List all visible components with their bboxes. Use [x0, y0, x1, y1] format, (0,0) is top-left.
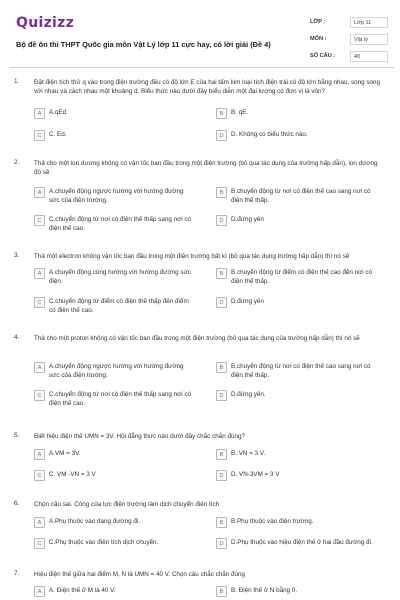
option-a[interactable]: [34, 268, 194, 287]
option-letter-box[interactable]: C: [34, 215, 45, 226]
option-text: B.chuyển động từ điểm có điện thế cao đến nơi có điện thế thấp.: [231, 269, 373, 286]
option-text: B. VN = 3 V.: [231, 450, 266, 457]
question-number: 3.: [14, 252, 20, 259]
option-c[interactable]: [34, 297, 194, 316]
question-text: Hiệu điện thế giữa hai điểm M, N là UMN = 40 V. Chọn câu chắc chắn đúng: [34, 571, 246, 578]
option-b[interactable]: [216, 517, 376, 528]
option-letter-box[interactable]: B: [216, 449, 227, 460]
option-letter-box[interactable]: D: [216, 215, 227, 226]
option-text: D.đứng yên.: [231, 391, 266, 398]
quizizz-logo[interactable]: Quizizz: [16, 15, 75, 31]
option-text: B. qE.: [231, 109, 249, 116]
option-c[interactable]: [34, 390, 194, 409]
option-text: A.qEd.: [49, 109, 68, 116]
option-letter-box[interactable]: C: [34, 130, 45, 141]
option-letter-box[interactable]: D: [216, 470, 227, 481]
option-c[interactable]: [34, 215, 194, 234]
option-letter-box[interactable]: D: [216, 538, 227, 549]
option-c[interactable]: [34, 538, 194, 549]
option-letter-box[interactable]: A: [34, 362, 45, 373]
option-text: D.đứng yên: [231, 216, 264, 223]
option-b[interactable]: [216, 268, 376, 287]
option-text: B.Phụ thuộc vào điện trường.: [231, 518, 314, 525]
worksheet-header: [10, 10, 394, 68]
option-letter-box[interactable]: A: [34, 586, 45, 597]
question-text: Đặt điện tích thử q vào trong điện trường đều có độ lớn E của hai tấm kim loại tích điện trái có độ lớn bằng nhau, song song với nhau và cách nhau một khoảng d. Biểu thức nào dưới đây biểu diễn một đại lượng có đơn vị là vôn?: [34, 79, 381, 96]
option-letter-box[interactable]: A: [34, 108, 45, 119]
option-letter-box[interactable]: C: [34, 538, 45, 549]
meta-row-class: [310, 15, 388, 29]
option-text: D. VN-3VM = 3 V: [231, 471, 280, 478]
question-number: 1.: [14, 78, 20, 85]
option-a[interactable]: [34, 187, 194, 206]
option-text: A.chuyển động ngược hướng với hướng đường sức của điện trường.: [49, 363, 184, 380]
question-number: 4.: [14, 334, 20, 341]
option-text: B.chuyển động từ nơi có điện thế cao sang nơi có điện thế thấp.: [231, 363, 371, 380]
option-a[interactable]: [34, 108, 194, 119]
meta-row-subject: [310, 32, 388, 46]
option-text: C.Phụ thuộc vào điện tích dịch chuyển.: [49, 539, 159, 546]
option-letter-box[interactable]: B: [216, 586, 227, 597]
option-d[interactable]: [216, 470, 376, 481]
option-letter-box[interactable]: D: [216, 297, 227, 308]
option-letter-box[interactable]: B: [216, 362, 227, 373]
option-text: D.đứng yên: [231, 298, 264, 305]
meta-row-count: [310, 49, 388, 63]
meta-value-class: Lớp 11: [350, 17, 388, 28]
question-text: Chọn câu sai. Công của lực điện trường làm dịch chuyển điện tích: [34, 501, 220, 508]
option-letter-box[interactable]: A: [34, 268, 45, 279]
question-text: Thả cho một ion dương không có vận tốc ban đầu trong một điện trường (bỏ qua tác dụng của trường hấp dẫn), ion dương đó sẽ: [34, 160, 378, 177]
option-a[interactable]: [34, 586, 194, 597]
option-d[interactable]: [216, 390, 376, 401]
option-text: A.Phụ thuộc vào dạng đường đi.: [49, 518, 140, 525]
option-letter-box[interactable]: C: [34, 297, 45, 308]
meta-value-count: 40: [350, 51, 388, 62]
option-text: C.chuyển động từ điểm có điện thế thấp đến điểm có điện thế cao.: [49, 298, 189, 315]
question-number: 2.: [14, 159, 20, 166]
question-text: Thả một electron không vận tốc ban đầu trong một điện trường bất kì (bỏ qua tác dụng trường hấp dẫn) thì nó sẽ: [34, 253, 350, 260]
option-text: A.chuyển động cùng hướng với hướng đường sức điện.: [49, 269, 191, 286]
option-b[interactable]: [216, 362, 376, 381]
option-letter-box[interactable]: B: [216, 108, 227, 119]
meta-label-subject: MÔN :: [310, 36, 327, 42]
option-letter-box[interactable]: A: [34, 449, 45, 460]
option-b[interactable]: [216, 108, 376, 119]
option-text: C.chuyển động từ nơi có điện thế thấp sang nơi có điện thế cao.: [49, 216, 191, 233]
option-a[interactable]: [34, 517, 194, 528]
option-letter-box[interactable]: A: [34, 187, 45, 198]
option-d[interactable]: [216, 215, 376, 226]
option-d[interactable]: [216, 297, 376, 308]
option-letter-box[interactable]: B: [216, 187, 227, 198]
option-letter-box[interactable]: B: [216, 268, 227, 279]
option-letter-box[interactable]: D: [216, 130, 227, 141]
option-c[interactable]: [34, 470, 194, 481]
option-text: B. Điện thế ở N bằng 0.: [231, 587, 298, 594]
question-text: Biết hiệu điện thế UMN = 3V. Hỏi đẳng thức nào dưới đây chắc chắn đúng?: [34, 433, 245, 440]
option-text: B.chuyển động từ nơi có điện thế cao sang nơi có điện thế thấp.: [231, 188, 371, 205]
worksheet-meta: [310, 15, 388, 66]
option-letter-box[interactable]: C: [34, 390, 45, 401]
option-text: C.chuyển động từ nơi có điện thế thấp sang nơi có điện thế cao.: [49, 391, 191, 408]
question-text: Thả cho một proton không có vận tốc ban đầu trong một điện trường (bỏ qua tác dụng của trường hấp dẫn) thì nó sẽ: [34, 335, 360, 342]
option-letter-box[interactable]: A: [34, 517, 45, 528]
option-d[interactable]: [216, 538, 400, 549]
option-letter-box[interactable]: B: [216, 517, 227, 528]
option-text: D.Phụ thuộc vào hiệu điện thế ở hai đầu đường đi.: [231, 539, 373, 546]
option-b[interactable]: [216, 449, 376, 460]
meta-label-class: LỚP :: [310, 19, 326, 25]
option-b[interactable]: [216, 187, 376, 206]
option-d[interactable]: [216, 130, 376, 141]
option-a[interactable]: [34, 449, 194, 460]
meta-label-count: SỐ CÂU :: [310, 53, 336, 59]
question-number: 6.: [14, 500, 20, 507]
option-text: A. Điện thế ở M là 40 V.: [49, 587, 116, 594]
worksheet-title: Bộ đề ôn thi THPT Quốc gia môn Vật Lý lớp 11 cực hay, có lời giải (Đề 4): [16, 40, 271, 49]
option-c[interactable]: [34, 130, 194, 141]
option-text: C. VM -VN = 3 V: [49, 471, 96, 478]
meta-value-subject: Vật lý: [350, 34, 388, 45]
option-a[interactable]: [34, 362, 194, 381]
option-text: A.chuyển động ngược hướng với hướng đường sức của điện trường.: [49, 188, 184, 205]
option-text: C. Ed.: [49, 131, 67, 138]
option-text: D. Không có biểu thức nào.: [231, 131, 308, 138]
option-letter-box[interactable]: D: [216, 390, 227, 401]
question-number: 5.: [14, 432, 20, 439]
option-b[interactable]: [216, 586, 376, 597]
question-number: 7.: [14, 570, 20, 577]
option-letter-box[interactable]: C: [34, 470, 45, 481]
worksheet-page: [10, 10, 394, 600]
option-text: A.VM = 3V.: [49, 450, 81, 457]
